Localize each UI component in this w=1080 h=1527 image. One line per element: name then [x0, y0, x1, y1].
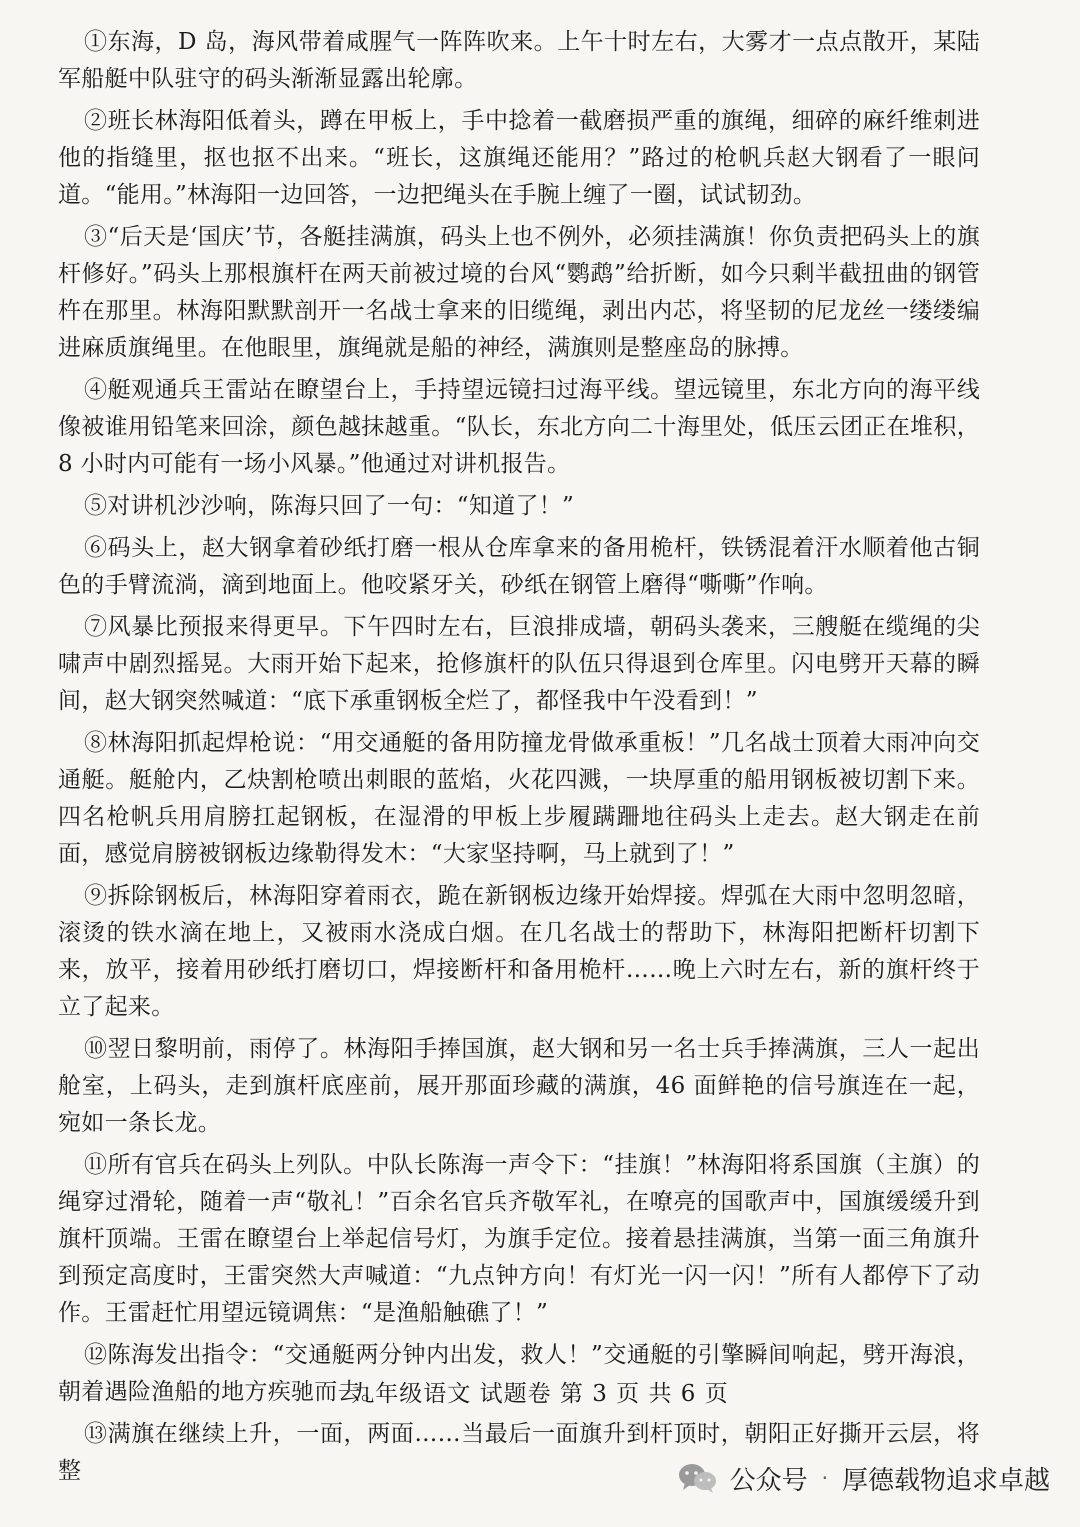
wechat-watermark	[676, 1458, 1050, 1498]
paragraph: ⑬满旗在继续上升，一面，两面……当最后一面旗升到杆顶时，朝阳正好撕开云层，将整	[58, 1421, 980, 1484]
paragraph: ②班长林海阳低着头，蹲在甲板上，手中捻着一截磨损严重的旗绳，细碎的麻纤维刺进他的指缝里，抠也抠不出来。“班长，这旗绳还能用？”路过的枪帆兵赵大钢看了一眼问道。“能用。”林海阳一边回答，一边把绳头在手腕上缠了一圈，试试韧劲。	[58, 108, 980, 208]
reading-passage	[58, 24, 980, 1495]
paragraph: ⑧林海阳抓起焊枪说：“用交通艇的备用防撞龙骨做承重板！”几名战士顶着大雨冲向交通艇。艇舱内，乙炔割枪喷出刺眼的蓝焰，火花四溅，一块厚重的船用钢板被切割下来。四名枪帆兵用肩膀扛起钢板，在湿滑的甲板上步履蹒跚地往码头上走去。赵大钢走在前面，感觉肩膀被钢板边缘勒得发木：“大家坚持啊，马上就到了！”	[58, 730, 980, 867]
paragraph: ⑨拆除钢板后，林海阳穿着雨衣，跪在新钢板边缘开始焊接。焊弧在大雨中忽明忽暗，滚烫的铁水滴在地上，又被雨水浇成白烟。在几名战士的帮助下，林海阳把断杆切割下来，放平，接着用砂纸打磨切口，焊接断杆和备用桅杆……晚上六时左右，新的旗杆终于立了起来。	[58, 883, 980, 1020]
paragraph: ④艇观通兵王雷站在瞭望台上，手持望远镜扫过海平线。望远镜里，东北方向的海平线像被谁用铅笔来回涂，颜色越抹越重。“队长，东北方向二十海里处，低压云团正在堆积，8 小时内可能有一场小风暴。”他通过对讲机报告。	[58, 377, 980, 477]
paragraph: ⑪所有官兵在码头上列队。中队长陈海一声令下：“挂旗！”林海阳将系国旗（主旗）的绳穿过滑轮，随着一声“敬礼！”百余名官兵齐敬军礼，在嘹亮的国歌声中，国旗缓缓升到旗杆顶端。王雷在瞭望台上举起信号灯，为旗手定位。接着悬挂满旗，当第一面三角旗升到预定高度时，王雷突然大声喊道：“九点钟方向！有灯光一闪一闪！”所有人都停下了动作。王雷赶忙用望远镜调焦：“是渔船触礁了！”	[58, 1152, 980, 1326]
paragraph: ⑦风暴比预报来得更早。下午四时左右，巨浪排成墙，朝码头袭来，三艘艇在缆绳的尖啸声中剧烈摇晃。大雨开始下起来，抢修旗杆的队伍只得退到仓库里。闪电劈开天幕的瞬间，赵大钢突然喊道：“底下承重钢板全烂了，都怪我中午没看到！”	[58, 614, 980, 714]
watermark-account: 厚德载物追求卓越	[841, 1465, 1050, 1496]
watermark-label: 公众号	[729, 1465, 808, 1496]
paragraph: ③“后天是‘国庆’节，各艇挂满旗，码头上也不例外，必须挂满旗！你负责把码头上的旗杆修好。”码头上那根旗杆在两天前被过境的台风“鹦鹉”给折断，如今只剩半截扭曲的钢管杵在那里。林海阳默默剖开一名战士拿来的旧缆绳，剥出内芯，将坚韧的尼龙丝一缕缕编进麻质旗绳里。在他眼里，旗绳就是船的神经，满旗则是整座岛的脉搏。	[58, 224, 980, 361]
paragraph: ⑫陈海发出指令：“交通艇两分钟内出发，救人！”交通艇的引擎瞬间响起，劈开海浪，朝着遇险渔船的地方疾驰而去。	[58, 1342, 980, 1405]
paragraph: ⑩翌日黎明前，雨停了。林海阳手捧国旗，赵大钢和另一名士兵手捧满旗，三人一起出舱室，上码头，走到旗杆底座前，展开那面珍藏的满旗，46 面鲜艳的信号旗连在一起，宛如一条长龙。	[58, 1036, 980, 1136]
wechat-icon	[676, 1461, 720, 1495]
page-footer: 九年级语文 试题卷 第 3 页 共 6 页	[351, 1381, 729, 1407]
paragraph: ⑤对讲机沙沙响，陈海只回了一句：“知道了！”	[84, 493, 575, 519]
paragraph: ⑥码头上，赵大钢拿着砂纸打磨一根从仓库拿来的备用桅杆，铁锈混着汗水顺着他古铜色的手臂流淌，滴到地面上。他咬紧牙关，砂纸在钢管上磨得“嘶嘶”作响。	[58, 535, 980, 598]
paragraph: ①东海，D 岛，海风带着咸腥气一阵阵吹来。上午十时左右，大雾才一点点散开，某陆军船艇中队驻守的码头渐渐显露出轮廓。	[58, 29, 980, 92]
watermark-separator: ·	[821, 1466, 828, 1490]
